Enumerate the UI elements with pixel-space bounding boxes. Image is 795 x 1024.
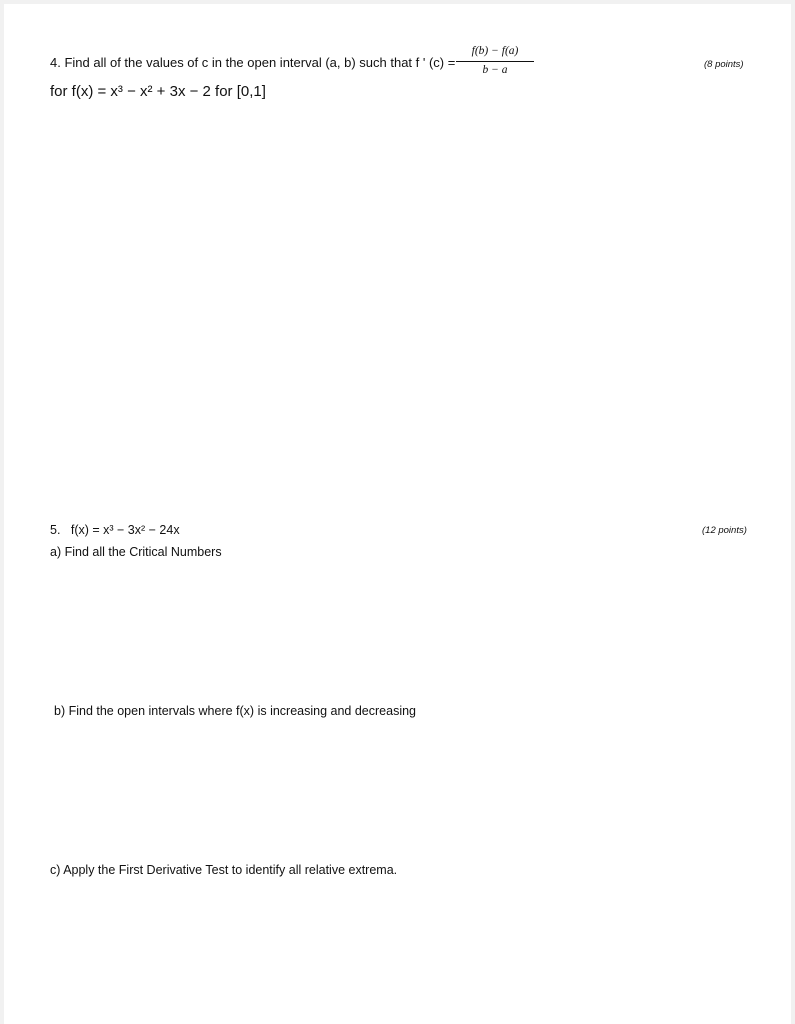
question-5-header — [50, 523, 180, 537]
worksheet-page — [4, 4, 791, 1024]
question-5-part-c: c) Apply the First Derivative Test to identify all relative extrema. — [50, 863, 398, 877]
question-4-prompt: 4. Find all of the values of c in the open interval (a, b) such that f ' (c) = — [50, 55, 456, 70]
fraction-denominator: b − a — [482, 63, 508, 76]
question-4-function: for f(x) = x³ − x² + 3x − 2 for [0,1] — [50, 83, 266, 100]
question-5-number: 5. — [50, 523, 61, 537]
mean-value-fraction — [456, 46, 534, 76]
question-5-points: (12 points) — [702, 525, 747, 536]
question-5-part-b: b) Find the open intervals where f(x) is increasing and decreasing — [54, 704, 416, 718]
question-4-points: (8 points) — [704, 59, 744, 70]
fraction-numerator: f(b) − f(a) — [456, 46, 534, 62]
question-5-part-a: a) Find all the Critical Numbers — [50, 545, 222, 559]
question-5-function: f(x) = x³ − 3x² − 24x — [70, 523, 180, 537]
